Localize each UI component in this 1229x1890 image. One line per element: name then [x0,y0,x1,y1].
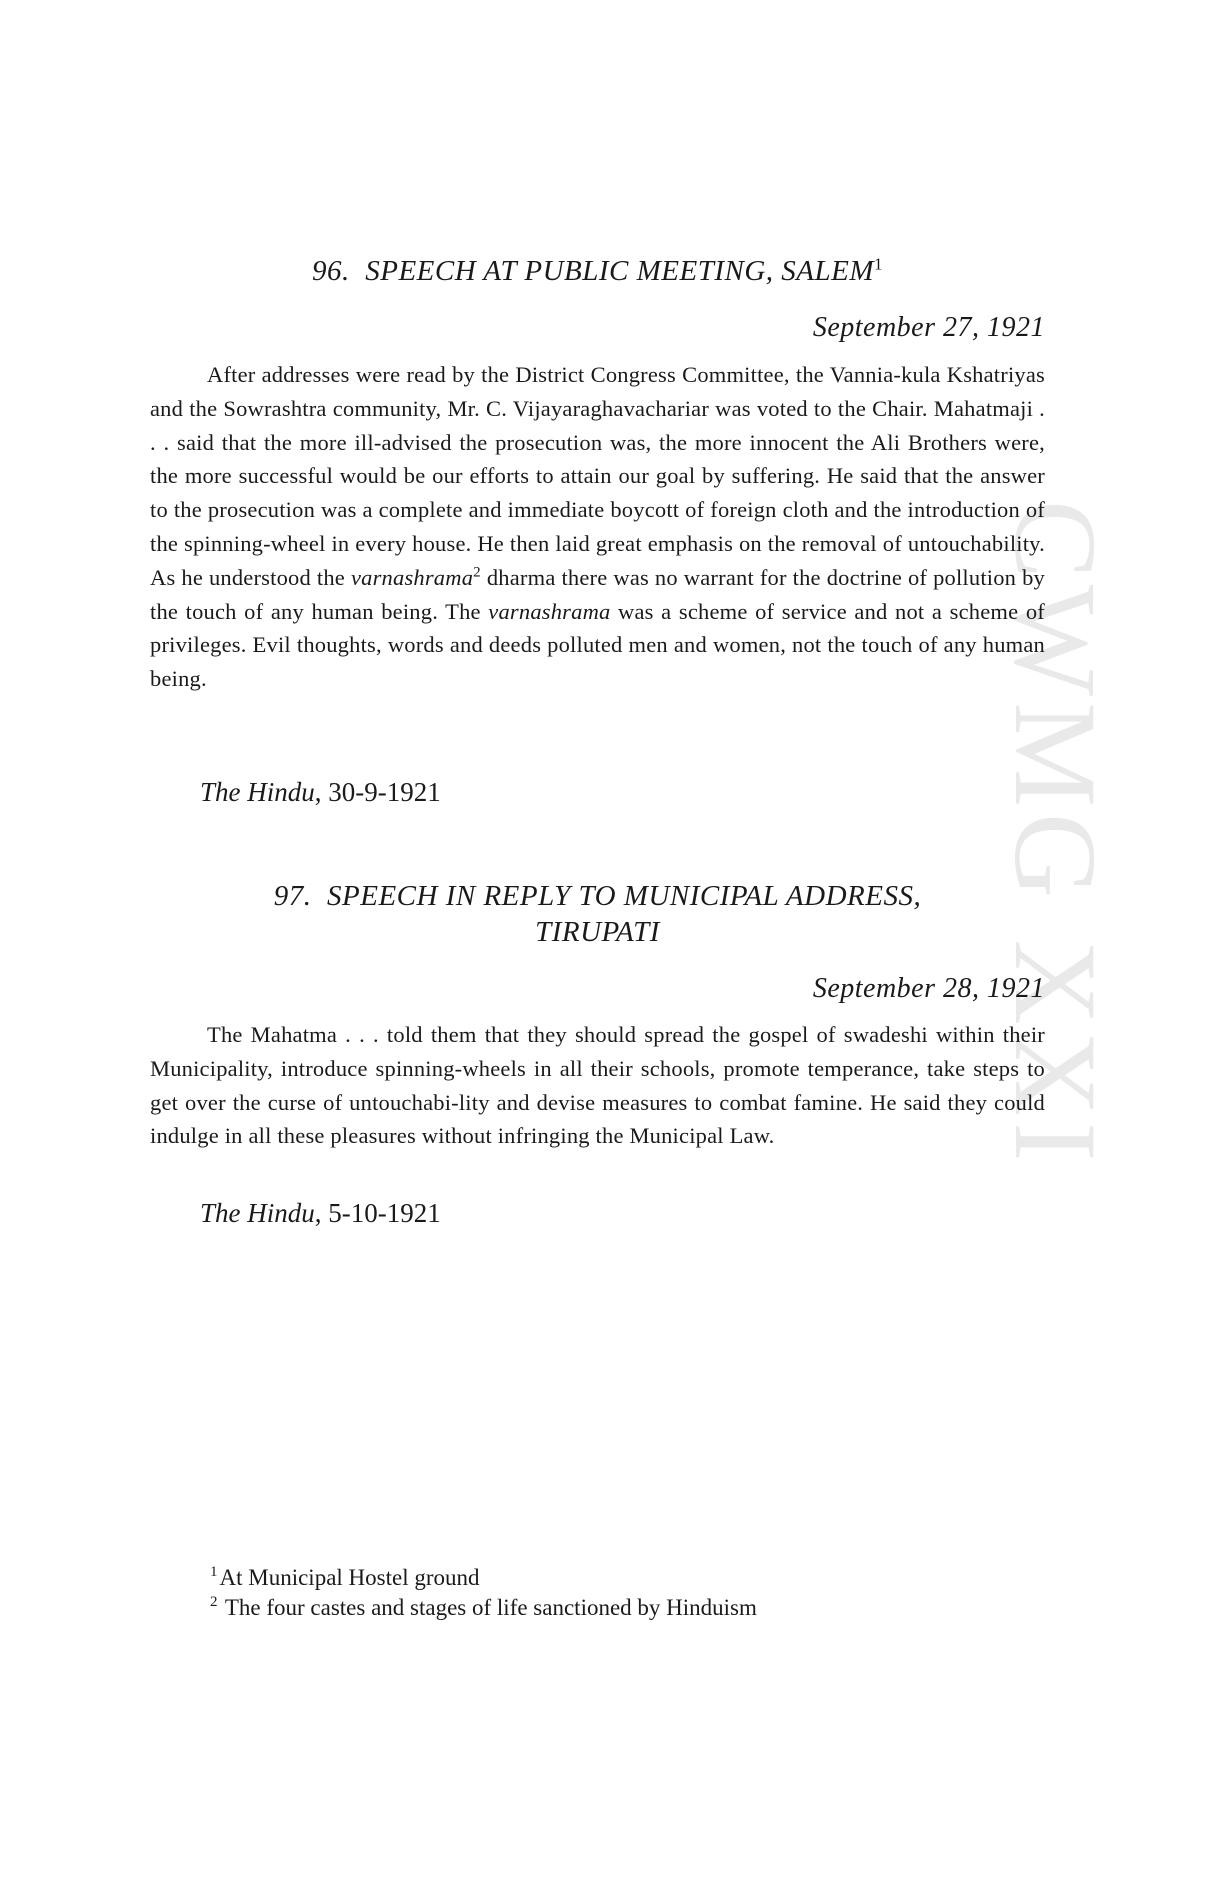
item-96-date: September 27, 1921 [812,312,1045,343]
item-97-date: September 28, 1921 [812,973,1045,1004]
item-97-source-name: The Hindu [200,1198,315,1228]
item-96-body-part2: dharma there was no warrant for the doctrine of pollution by the touch of any human being. The [150,564,1045,624]
footnote-2 [210,1593,1010,1623]
item-96-number: 96. [311,255,350,287]
footnote-1-marker: 1 [210,1564,218,1581]
item-96-source-date: , 30-9-1921 [314,777,441,807]
footnote-1-text: At Municipal Hostel ground [219,1565,480,1590]
item-97-title-line2: TIRUPATI [535,916,660,948]
footnote-1 [210,1563,1010,1593]
item-97-heading [150,878,1045,950]
item-96-body-footnote-ref: 2 [473,564,481,581]
footnote-2-marker: 2 [210,1594,218,1611]
footnote-2-text: The four castes and stages of life sanctioned by Hinduism [224,1595,757,1620]
item-96-heading [150,253,1045,289]
footnotes [210,1563,1010,1623]
item-97-body: The Mahatma . . . told them that they should spread the gospel of swadeshi within their Municipality, introduce spinning-wheels in all their schools, promote temperance, take steps to get over the curse of untouchabi-lity and devise measures to combat famine. He said they could indulge in all these pleasures without infringing the Municipal Law. [150,1022,1045,1149]
item-96-body-part3: was a scheme of service and not a scheme of privileges. Evil thoughts, words and deeds polluted men and women, not the touch of any human being. [150,598,1045,692]
item-96-footnote-ref: 1 [874,254,884,274]
item-96-source-name: The Hindu [200,777,315,807]
item-96-title: SPEECH AT PUBLIC MEETING, SALEM [365,255,875,287]
item-97-title-line1: SPEECH IN REPLY TO MUNICIPAL ADDRESS, [327,880,922,912]
watermark: CWMG XXI [990,500,1121,1168]
item-96-body-italic2: varnashrama [488,598,611,624]
item-96-body-part1: After addresses were read by the District Congress Committee, the Vannia-kula Kshatriyas and the Sowrashtra community, Mr. C. Vijayaraghavachariar was voted to the Chair. Mahatmaji . . . said that the more ill-advised the prosecution was, the more innocent the Ali Brothers were, the more successful would be our efforts to attain our goal by suffering. He said that the answer to the prosecution was a complete and immediate boycott of foreign cloth and the introduction of the spinning-wheel in every house. He then laid great emphasis on the removal of untouchability. As he understood the [150,362,1045,590]
item-96-body [150,358,1045,696]
item-96-body-italic1: varnashrama [350,564,474,590]
item-97-heading-line1 [150,878,1045,914]
item-97-source-date: , 5-10-1921 [314,1198,441,1228]
item-97-number: 97. [273,880,312,912]
item-96-source [200,775,441,809]
item-97-source [200,1196,441,1230]
